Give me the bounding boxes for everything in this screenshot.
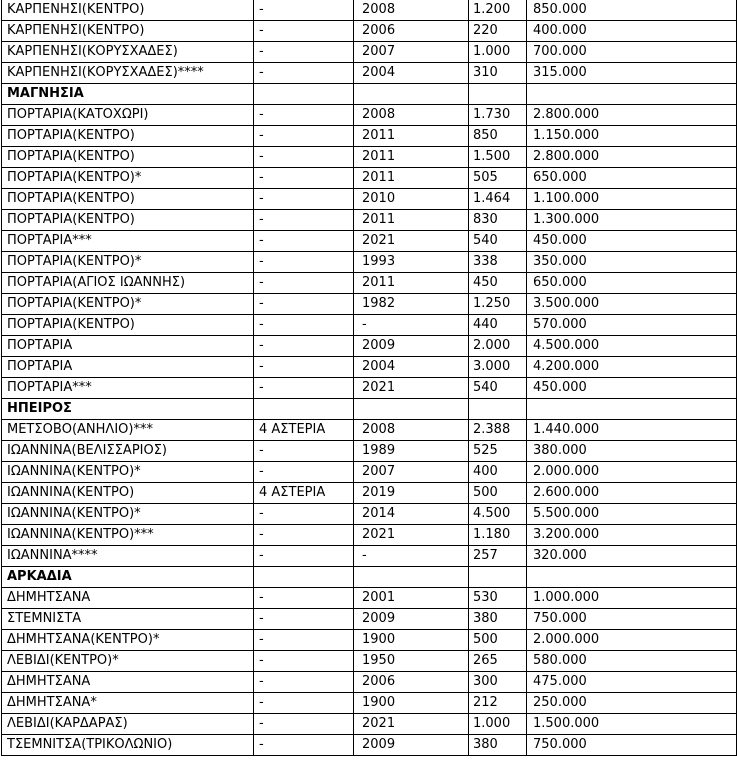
rating-cell: - (254, 189, 354, 210)
rating-cell (254, 84, 354, 105)
table-row (2, 420, 737, 441)
rating-cell: - (254, 315, 354, 336)
price-cell (527, 84, 737, 105)
table-row (2, 210, 737, 231)
rating-cell: - (254, 735, 354, 756)
table-row (2, 714, 737, 735)
price-cell: 1.000.000 (527, 588, 737, 609)
area-cell (469, 399, 527, 420)
table-row (2, 147, 737, 168)
price-cell: 1.300.000 (527, 210, 737, 231)
place-cell: ΠΟΡΤΑΡΙΑ(ΚΕΝΤΡΟ)* (2, 168, 254, 189)
year-cell: 2009 (354, 735, 469, 756)
rating-cell: - (254, 21, 354, 42)
place-cell: ΣΤΕΜΝΙΣΤΑ (2, 609, 254, 630)
rating-cell: - (254, 105, 354, 126)
year-cell: 2008 (354, 0, 469, 21)
table-row (2, 378, 737, 399)
area-cell: 3.000 (469, 357, 527, 378)
area-cell: 540 (469, 231, 527, 252)
area-cell: 1.464 (469, 189, 527, 210)
table-row (2, 336, 737, 357)
rating-cell: - (254, 672, 354, 693)
rating-cell: - (254, 546, 354, 567)
price-cell: 650.000 (527, 168, 737, 189)
place-cell: ΔΗΜΗΤΣΑΝΑ (2, 588, 254, 609)
price-cell: 1.440.000 (527, 420, 737, 441)
table-row (2, 189, 737, 210)
area-cell: 500 (469, 483, 527, 504)
place-cell: ΙΩΑΝΝΙΝΑ(ΚΕΝΤΡΟ)* (2, 462, 254, 483)
place-cell: ΙΩΑΝΝΙΝΑ(ΚΕΝΤΡΟ) (2, 483, 254, 504)
year-cell: 2021 (354, 714, 469, 735)
place-cell: ΜΕΤΣΟΒΟ(ΑΝΗΛΙΟ)*** (2, 420, 254, 441)
year-cell: 2011 (354, 168, 469, 189)
region-name: ΑΡΚΑΔΙΑ (2, 567, 254, 588)
place-cell: ΙΩΑΝΝΙΝΑ(ΚΕΝΤΡΟ)*** (2, 525, 254, 546)
year-cell (354, 84, 469, 105)
price-cell: 475.000 (527, 672, 737, 693)
price-cell: 450.000 (527, 378, 737, 399)
area-cell: 500 (469, 630, 527, 651)
area-cell: 310 (469, 63, 527, 84)
place-cell: ΠΟΡΤΑΡΙΑ(ΚΕΝΤΡΟ) (2, 210, 254, 231)
area-cell: 540 (469, 378, 527, 399)
rating-cell: - (254, 525, 354, 546)
price-cell: 380.000 (527, 441, 737, 462)
year-cell: 2011 (354, 273, 469, 294)
price-cell: 450.000 (527, 231, 737, 252)
price-cell: 650.000 (527, 273, 737, 294)
year-cell: 1989 (354, 441, 469, 462)
price-cell: 3.500.000 (527, 294, 737, 315)
rating-cell: - (254, 714, 354, 735)
place-cell: ΔΗΜΗΤΣΑΝΑ* (2, 693, 254, 714)
rating-cell: - (254, 609, 354, 630)
price-cell: 250.000 (527, 693, 737, 714)
area-cell: 220 (469, 21, 527, 42)
rating-cell: - (254, 588, 354, 609)
price-cell: 315.000 (527, 63, 737, 84)
section-header-row (2, 84, 737, 105)
place-cell: ΠΟΡΤΑΡΙΑ(ΚΕΝΤΡΟ) (2, 189, 254, 210)
place-cell: ΠΟΡΤΑΡΙΑ(ΑΓΙΟΣ ΙΩΑΝΝΗΣ) (2, 273, 254, 294)
place-cell: ΠΟΡΤΑΡΙΑ(ΚΕΝΤΡΟ) (2, 315, 254, 336)
year-cell: 2004 (354, 357, 469, 378)
area-cell: 850 (469, 126, 527, 147)
rating-cell: - (254, 462, 354, 483)
table-row (2, 105, 737, 126)
price-cell: 1.500.000 (527, 714, 737, 735)
rating-cell: - (254, 0, 354, 21)
rating-cell: - (254, 336, 354, 357)
table-row (2, 441, 737, 462)
rating-cell: - (254, 273, 354, 294)
region-name: ΜΑΓΝΗΣΙΑ (2, 84, 254, 105)
rating-cell: - (254, 231, 354, 252)
year-cell: 2019 (354, 483, 469, 504)
rating-cell: - (254, 147, 354, 168)
place-cell: ΠΟΡΤΑΡΙΑ (2, 336, 254, 357)
year-cell: 2014 (354, 504, 469, 525)
area-cell: 1.000 (469, 714, 527, 735)
year-cell: 2011 (354, 210, 469, 231)
table-row (2, 63, 737, 84)
rating-cell: - (254, 378, 354, 399)
table-row (2, 651, 737, 672)
table-row (2, 294, 737, 315)
year-cell: 2007 (354, 462, 469, 483)
place-cell: ΠΟΡΤΑΡΙΑ (2, 357, 254, 378)
area-cell: 2.388 (469, 420, 527, 441)
price-cell: 850.000 (527, 0, 737, 21)
rating-cell: - (254, 294, 354, 315)
area-cell: 1.000 (469, 42, 527, 63)
section-header-row (2, 399, 737, 420)
place-cell: ΚΑΡΠΕΝΗΣΙ(ΚΕΝΤΡΟ) (2, 21, 254, 42)
table-row (2, 588, 737, 609)
rating-cell: - (254, 252, 354, 273)
rating-cell: - (254, 693, 354, 714)
area-cell (469, 84, 527, 105)
area-cell: 265 (469, 651, 527, 672)
year-cell: 2009 (354, 609, 469, 630)
place-cell: ΙΩΑΝΝΙΝΑ(ΒΕΛΙΣΣΑΡΙΟΣ) (2, 441, 254, 462)
area-cell: 4.500 (469, 504, 527, 525)
table-row (2, 357, 737, 378)
area-cell: 300 (469, 672, 527, 693)
area-cell: 400 (469, 462, 527, 483)
price-cell: 700.000 (527, 42, 737, 63)
region-name: ΗΠΕΙΡΟΣ (2, 399, 254, 420)
area-cell: 1.250 (469, 294, 527, 315)
table-body (2, 0, 737, 756)
year-cell: 2008 (354, 420, 469, 441)
area-cell: 505 (469, 168, 527, 189)
year-cell: - (354, 315, 469, 336)
table-row (2, 315, 737, 336)
place-cell: ΔΗΜΗΤΣΑΝΑ(ΚΕΝΤΡΟ)* (2, 630, 254, 651)
rating-cell: 4 ΑΣΤΕΡΙΑ (254, 420, 354, 441)
year-cell: 2011 (354, 126, 469, 147)
rating-cell: - (254, 441, 354, 462)
year-cell: 1982 (354, 294, 469, 315)
area-cell: 530 (469, 588, 527, 609)
area-cell: 450 (469, 273, 527, 294)
area-cell: 440 (469, 315, 527, 336)
table-row (2, 525, 737, 546)
property-listing-table (1, 0, 737, 756)
place-cell: ΠΟΡΤΑΡΙΑ(ΚΕΝΤΡΟ)* (2, 294, 254, 315)
area-cell: 830 (469, 210, 527, 231)
area-cell: 380 (469, 609, 527, 630)
price-cell: 2.800.000 (527, 105, 737, 126)
area-cell: 257 (469, 546, 527, 567)
section-header-row (2, 567, 737, 588)
table-row (2, 42, 737, 63)
table-row (2, 21, 737, 42)
table-row (2, 630, 737, 651)
year-cell: 1950 (354, 651, 469, 672)
table-row (2, 504, 737, 525)
place-cell: ΠΟΡΤΑΡΙΑ(ΚΕΝΤΡΟ) (2, 126, 254, 147)
year-cell: 2006 (354, 21, 469, 42)
year-cell (354, 567, 469, 588)
price-cell (527, 567, 737, 588)
table-row (2, 546, 737, 567)
rating-cell: - (254, 63, 354, 84)
year-cell: 2011 (354, 147, 469, 168)
price-cell: 580.000 (527, 651, 737, 672)
price-cell: 5.500.000 (527, 504, 737, 525)
place-cell: ΛΕΒΙΔΙ(ΚΑΡΔΑΡΑΣ) (2, 714, 254, 735)
area-cell (469, 567, 527, 588)
place-cell: ΠΟΡΤΑΡΙΑ*** (2, 378, 254, 399)
table-row (2, 168, 737, 189)
table-row (2, 735, 737, 756)
place-cell: ΚΑΡΠΕΝΗΣΙ(ΚΟΡΥΣΧΑΔΕΣ) (2, 42, 254, 63)
table-row (2, 231, 737, 252)
price-cell: 750.000 (527, 609, 737, 630)
year-cell: 2021 (354, 231, 469, 252)
rating-cell: - (254, 210, 354, 231)
place-cell: ΚΑΡΠΕΝΗΣΙ(ΚΟΡΥΣΧΑΔΕΣ)**** (2, 63, 254, 84)
area-cell: 1.500 (469, 147, 527, 168)
rating-cell: - (254, 504, 354, 525)
price-cell: 570.000 (527, 315, 737, 336)
table-row (2, 0, 737, 21)
year-cell: 2021 (354, 378, 469, 399)
place-cell: ΠΟΡΤΑΡΙΑ(ΚΕΝΤΡΟ) (2, 147, 254, 168)
year-cell: 2021 (354, 525, 469, 546)
year-cell: 2009 (354, 336, 469, 357)
area-cell: 380 (469, 735, 527, 756)
table-row (2, 609, 737, 630)
rating-cell: 4 ΑΣΤΕΡΙΑ (254, 483, 354, 504)
year-cell (354, 399, 469, 420)
place-cell: ΚΑΡΠΕΝΗΣΙ(ΚΕΝΤΡΟ) (2, 0, 254, 21)
price-cell: 320.000 (527, 546, 737, 567)
year-cell: 2006 (354, 672, 469, 693)
year-cell: 1900 (354, 630, 469, 651)
area-cell: 1.180 (469, 525, 527, 546)
price-cell: 350.000 (527, 252, 737, 273)
price-cell: 4.200.000 (527, 357, 737, 378)
area-cell: 212 (469, 693, 527, 714)
price-cell: 400.000 (527, 21, 737, 42)
year-cell: 2008 (354, 105, 469, 126)
rating-cell: - (254, 42, 354, 63)
place-cell: ΙΩΑΝΝΙΝΑ(ΚΕΝΤΡΟ)* (2, 504, 254, 525)
price-cell: 750.000 (527, 735, 737, 756)
place-cell: ΠΟΡΤΑΡΙΑ(ΚΕΝΤΡΟ)* (2, 252, 254, 273)
place-cell: ΔΗΜΗΤΣΑΝΑ (2, 672, 254, 693)
rating-cell: - (254, 126, 354, 147)
rating-cell: - (254, 168, 354, 189)
place-cell: ΠΟΡΤΑΡΙΑ(ΚΑΤΟΧΩΡΙ) (2, 105, 254, 126)
place-cell: ΠΟΡΤΑΡΙΑ*** (2, 231, 254, 252)
place-cell: ΛΕΒΙΔΙ(ΚΕΝΤΡΟ)* (2, 651, 254, 672)
place-cell: ΤΣΕΜΝΙΤΣΑ(ΤΡΙΚΟΛΩΝΙΟ) (2, 735, 254, 756)
table-row (2, 252, 737, 273)
rating-cell: - (254, 357, 354, 378)
area-cell: 2.000 (469, 336, 527, 357)
year-cell: 2004 (354, 63, 469, 84)
price-cell: 2.000.000 (527, 630, 737, 651)
table-row (2, 672, 737, 693)
area-cell: 1.730 (469, 105, 527, 126)
price-cell: 2.600.000 (527, 483, 737, 504)
area-cell: 1.200 (469, 0, 527, 21)
price-cell: 1.100.000 (527, 189, 737, 210)
price-cell: 3.200.000 (527, 525, 737, 546)
price-cell: 4.500.000 (527, 336, 737, 357)
table-row (2, 273, 737, 294)
area-cell: 338 (469, 252, 527, 273)
year-cell: 1900 (354, 693, 469, 714)
table-row (2, 693, 737, 714)
rating-cell: - (254, 651, 354, 672)
year-cell: 2007 (354, 42, 469, 63)
table-row (2, 483, 737, 504)
rating-cell (254, 399, 354, 420)
area-cell: 525 (469, 441, 527, 462)
rating-cell (254, 567, 354, 588)
year-cell: 2010 (354, 189, 469, 210)
price-cell (527, 399, 737, 420)
table-row (2, 462, 737, 483)
rating-cell: - (254, 630, 354, 651)
price-cell: 1.150.000 (527, 126, 737, 147)
price-cell: 2.000.000 (527, 462, 737, 483)
year-cell: 1993 (354, 252, 469, 273)
year-cell: - (354, 546, 469, 567)
table-row (2, 126, 737, 147)
place-cell: ΙΩΑΝΝΙΝΑ**** (2, 546, 254, 567)
price-cell: 2.800.000 (527, 147, 737, 168)
year-cell: 2001 (354, 588, 469, 609)
